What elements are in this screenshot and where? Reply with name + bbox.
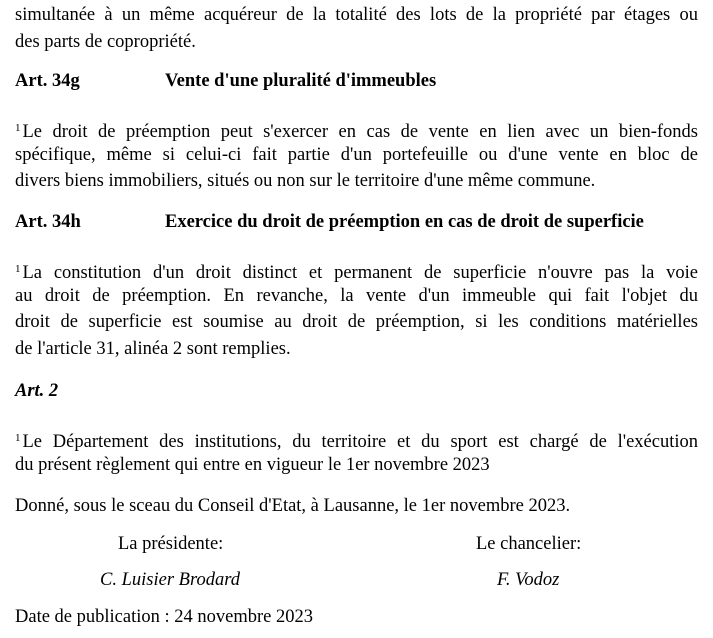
- intro-paragraph: [15, 2, 698, 55]
- article-2-heading: [15, 381, 705, 405]
- signature-right-name: F. Vodoz: [497, 570, 560, 590]
- paragraph-line: au droit de préemption. En revanche, la vente d'un immeuble qui fait l'objet du: [15, 285, 698, 306]
- alinea-number: 1: [15, 432, 21, 444]
- article-number: Art. 34g: [15, 71, 80, 91]
- article-34g-paragraph: [15, 115, 698, 195]
- signature-left-role: La présidente:: [118, 534, 224, 554]
- paragraph-line: du présent règlement qui entre en vigueur le 1er novembre 2023: [15, 454, 490, 475]
- paragraph-line: $^1$ Le Département des institutions, du territoire et du sport est chargé de l'exécution: [15, 432, 698, 452]
- paragraph-line: $^1$ Le droit de préemption peut s'exercer en cas de vente en lien avec un bien-fonds: [15, 122, 698, 142]
- paragraph-line: $^1$ La constitution d'un droit distinct et permanent de superficie n'ouvre pas la voie: [15, 263, 698, 283]
- signature-right-role: Le chancelier:: [476, 534, 582, 554]
- article-2-paragraph: [15, 425, 698, 478]
- article-34h-paragraph: [15, 256, 698, 362]
- paragraph-line: droit de superficie est soumise au droit de préemption, si les conditions matérielles: [15, 312, 698, 332]
- article-number: Art. 2: [15, 381, 59, 401]
- alinea-number: 1: [15, 122, 21, 134]
- paragraph-line: divers biens immobiliers, situés ou non sur le territoire d'une même commune.: [15, 171, 596, 191]
- signature-left-name: C. Luisier Brodard: [100, 570, 240, 590]
- publication-date: Date de publication : 24 novembre 2023: [15, 607, 313, 627]
- article-title: Vente d'une pluralité d'immeubles: [165, 71, 437, 91]
- given-statement: Donné, sous le sceau du Conseil d'Etat, à Lausanne, le 1er novembre 2023.: [15, 496, 571, 516]
- intro-line-1: simultanée à un même acquéreur de la totalité des lots de la propriété par étages ou: [15, 5, 698, 25]
- article-34g-heading: [15, 71, 705, 95]
- article-number: Art. 34h: [15, 212, 81, 232]
- paragraph-line: spécifique, même si celui-ci fait partie d'un portefeuille ou d'une vente en bloc de: [15, 144, 698, 165]
- intro-line-2: des parts de copropriété.: [15, 31, 196, 52]
- article-title: Exercice du droit de préemption en cas de droit de superficie: [165, 212, 644, 232]
- paragraph-line: de l'article 31, alinéa 2 sont remplies.: [15, 338, 291, 359]
- alinea-number: 1: [15, 263, 21, 275]
- article-34h-heading: [15, 212, 705, 236]
